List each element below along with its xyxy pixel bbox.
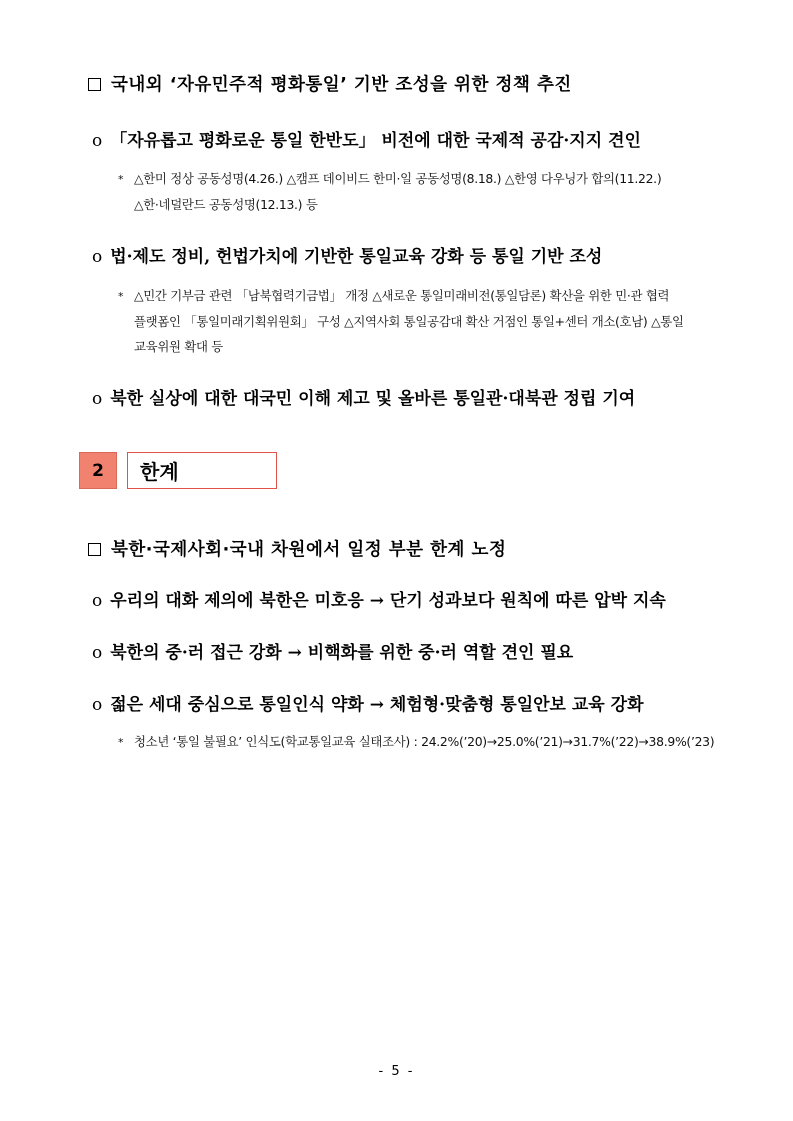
asterisk-icon: * xyxy=(118,736,124,749)
footnote-line: △한·네덜란드 공동성명(12.13.) 등 xyxy=(134,197,318,212)
bullet-marker: o xyxy=(92,389,103,409)
footnote xyxy=(118,166,661,217)
list-item-text: 「자유롭고 평화로운 통일 한반도」 비전에 대한 국제적 공감·지지 견인 xyxy=(110,131,641,151)
page-number: - 5 - xyxy=(378,1064,415,1079)
section-title: 한계 xyxy=(140,460,179,484)
footnote xyxy=(118,283,684,359)
section-heading xyxy=(88,71,572,96)
section-heading xyxy=(88,536,506,561)
footnote xyxy=(118,729,714,755)
square-bullet-icon xyxy=(88,543,101,556)
bullet-marker: o xyxy=(92,131,103,151)
section-number-badge: 2 xyxy=(79,452,117,489)
bullet-marker: o xyxy=(92,695,103,715)
bullet-marker: o xyxy=(92,643,103,663)
footnote-line: 플랫폼인 「통일미래기획위원회」 구성 △지역사회 통일공감대 확산 거점인 통일+센터 개소(호남) △통일 xyxy=(134,314,684,329)
section-heading-text: 북한·국제사회·국내 차원에서 일정 부분 한계 노정 xyxy=(111,540,507,560)
footnote-line: 청소년 ‘통일 불필요’ 인식도(학교통일교육 실태조사) : 24.2%(’20)→25.0%(’21)→31.7%(’22)→38.9%(’23) xyxy=(134,734,715,749)
list-item xyxy=(92,586,666,611)
list-item-text: 우리의 대화 제의에 북한은 미호응 → 단기 성과보다 원칙에 따른 압박 지속 xyxy=(110,591,666,611)
bullet-marker: o xyxy=(92,591,103,611)
asterisk-icon: * xyxy=(118,173,124,186)
list-item-text: 북한의 중·러 접근 강화 → 비핵화를 위한 중·러 역할 견인 필요 xyxy=(110,643,574,663)
list-item xyxy=(92,638,573,663)
footnote-line: △한미 정상 공동성명(4.26.) △캠프 데이비드 한미·일 공동성명(8.18.) △한영 다우닝가 합의(11.22.) xyxy=(134,171,662,186)
footnote-line: 교육위원 확대 등 xyxy=(134,339,223,354)
bullet-marker: o xyxy=(92,247,103,267)
list-item-text: 북한 실상에 대한 대국민 이해 제고 및 올바른 통일관·대북관 정립 기여 xyxy=(110,389,636,409)
square-bullet-icon xyxy=(88,78,101,91)
list-item-text: 젊은 세대 중심으로 통일인식 약화 → 체험형·맞춤형 통일안보 교육 강화 xyxy=(110,695,644,715)
list-item xyxy=(92,126,641,151)
list-item-text: 법·제도 정비, 헌법가치에 기반한 통일교육 강화 등 통일 기반 조성 xyxy=(110,247,603,267)
section-heading-text: 국내외 ‘자유민주적 평화통일’ 기반 조성을 위한 정책 추진 xyxy=(111,75,572,95)
asterisk-icon: * xyxy=(118,290,124,303)
list-item xyxy=(92,242,602,267)
section-title-box xyxy=(127,452,277,489)
list-item xyxy=(92,690,644,715)
list-item xyxy=(92,384,635,409)
footnote-line: △민간 기부금 관련 「남북협력기금법」 개정 △새로운 통일미래비전(통일담론) 확산을 위한 민·관 협력 xyxy=(134,288,670,303)
